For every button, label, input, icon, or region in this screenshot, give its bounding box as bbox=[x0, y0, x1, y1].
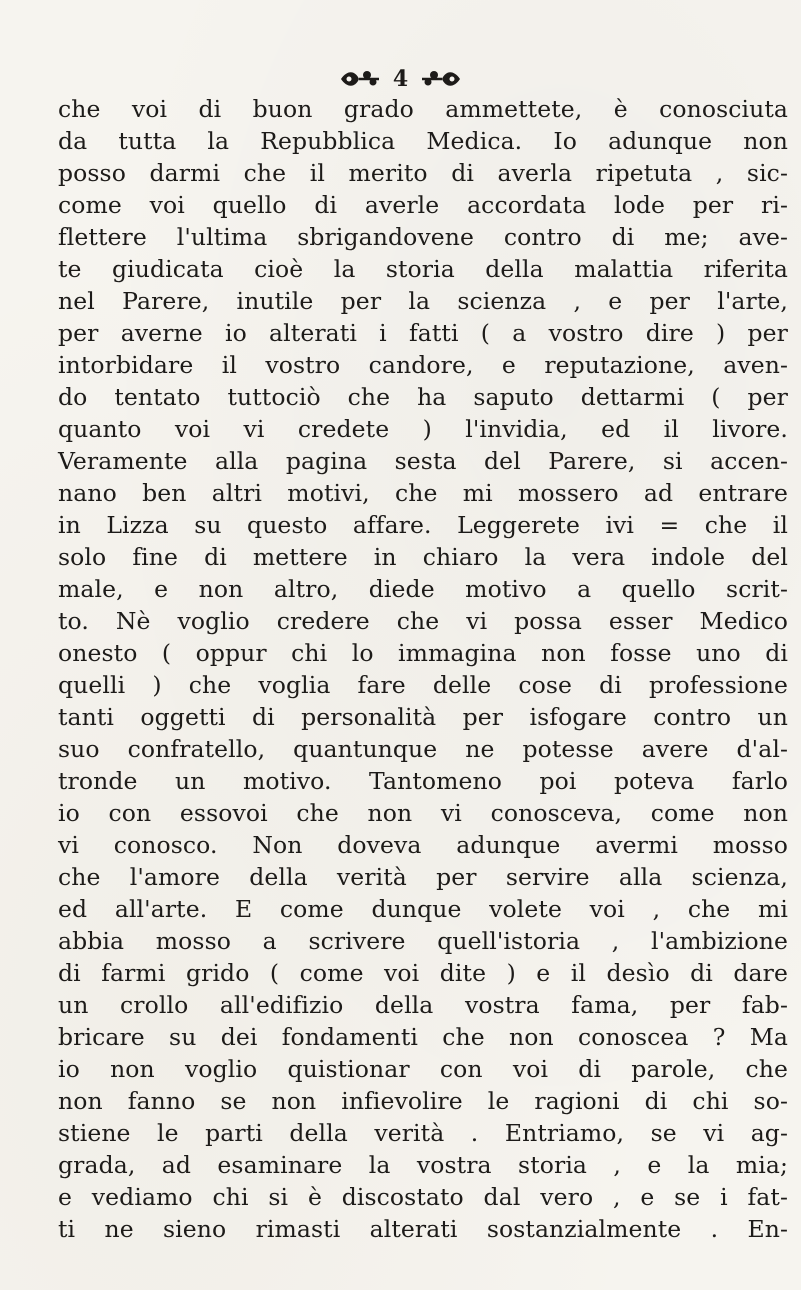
text-line: che voi di buon grado ammettete, è conosciuta bbox=[58, 95, 788, 123]
text-line: flettere l'ultima sbrigandovene contro di me; ave- bbox=[58, 223, 788, 251]
text-line: grada, ad esaminare la vostra storia , e la mia; bbox=[58, 1151, 788, 1179]
fleuron-right-icon bbox=[420, 68, 464, 90]
text-line: nano ben altri motivi, che mi mossero ad entrare bbox=[58, 479, 788, 507]
text-line: io non voglio quistionar con voi di parole, che bbox=[58, 1055, 788, 1083]
text-line: stiene le parti della verità . Entriamo, se vi ag- bbox=[58, 1119, 788, 1147]
text-line: un crollo all'edifizio della vostra fama, per fab- bbox=[58, 991, 788, 1019]
text-line: onesto ( oppur chi lo immagina non fosse uno di bbox=[58, 639, 788, 667]
text-line: e vediamo chi si è discostato dal vero , e se i fat- bbox=[58, 1183, 788, 1211]
text-line: te giudicata cioè la storia della malattia riferita bbox=[58, 255, 788, 283]
text-line: intorbidare il vostro candore, e reputazione, aven- bbox=[58, 351, 788, 379]
text-line: quanto voi vi credete ) l'invidia, ed il livore. bbox=[58, 415, 788, 443]
text-line: ed all'arte. E come dunque volete voi , che mi bbox=[58, 895, 788, 923]
page-number: 4 bbox=[392, 66, 409, 92]
body-text bbox=[58, 93, 788, 1245]
text-line: Veramente alla pagina sesta del Parere, si accen- bbox=[58, 447, 788, 475]
text-line: to. Nè voglio credere che vi possa esser Medico bbox=[58, 607, 788, 635]
text-line: come voi quello di averle accordata lode per ri- bbox=[58, 191, 788, 219]
text-line: male, e non altro, diede motivo a quello scrit- bbox=[58, 575, 788, 603]
text-line: solo fine di mettere in chiaro la vera indole del bbox=[58, 543, 788, 571]
text-line: do tentato tuttociò che ha saputo dettarmi ( per bbox=[58, 383, 788, 411]
text-line: suo confratello, quantunque ne potesse avere d'al- bbox=[58, 735, 788, 763]
text-line: nel Parere, inutile per la scienza , e per l'arte, bbox=[58, 287, 788, 315]
text-line: quelli ) che voglia fare delle cose di professione bbox=[58, 671, 788, 699]
text-line: abbia mosso a scrivere quell'istoria , l'ambizione bbox=[58, 927, 788, 955]
text-line: non fanno se non infievolire le ragioni di chi so- bbox=[58, 1087, 788, 1115]
text-line: posso darmi che il merito di averla ripetuta , sic- bbox=[58, 159, 788, 187]
text-line: per averne io alterati i fatti ( a vostro dire ) per bbox=[58, 319, 788, 347]
text-line: tronde un motivo. Tantomeno poi poteva farlo bbox=[58, 767, 788, 795]
text-line: ti ne sieno rimasti alterati sostanzialmente . En- bbox=[58, 1215, 788, 1243]
text-line: bricare su dei fondamenti che non conoscea ? Ma bbox=[58, 1023, 788, 1051]
text-line: vi conosco. Non doveva adunque avermi mosso bbox=[58, 831, 788, 859]
text-line: in Lizza su questo affare. Leggerete ivi = che il bbox=[58, 511, 788, 539]
page-header bbox=[0, 62, 801, 96]
text-line: io con essovoi che non vi conosceva, come non bbox=[58, 799, 788, 827]
text-line: di farmi grido ( come voi dite ) e il desìo di dare bbox=[58, 959, 788, 987]
text-line: che l'amore della verità per servire alla scienza, bbox=[58, 863, 788, 891]
text-line: da tutta la Repubblica Medica. Io adunque non bbox=[58, 127, 788, 155]
text-line: tanti oggetti di personalità per isfogare contro un bbox=[58, 703, 788, 731]
fleuron-left-icon bbox=[337, 68, 381, 90]
